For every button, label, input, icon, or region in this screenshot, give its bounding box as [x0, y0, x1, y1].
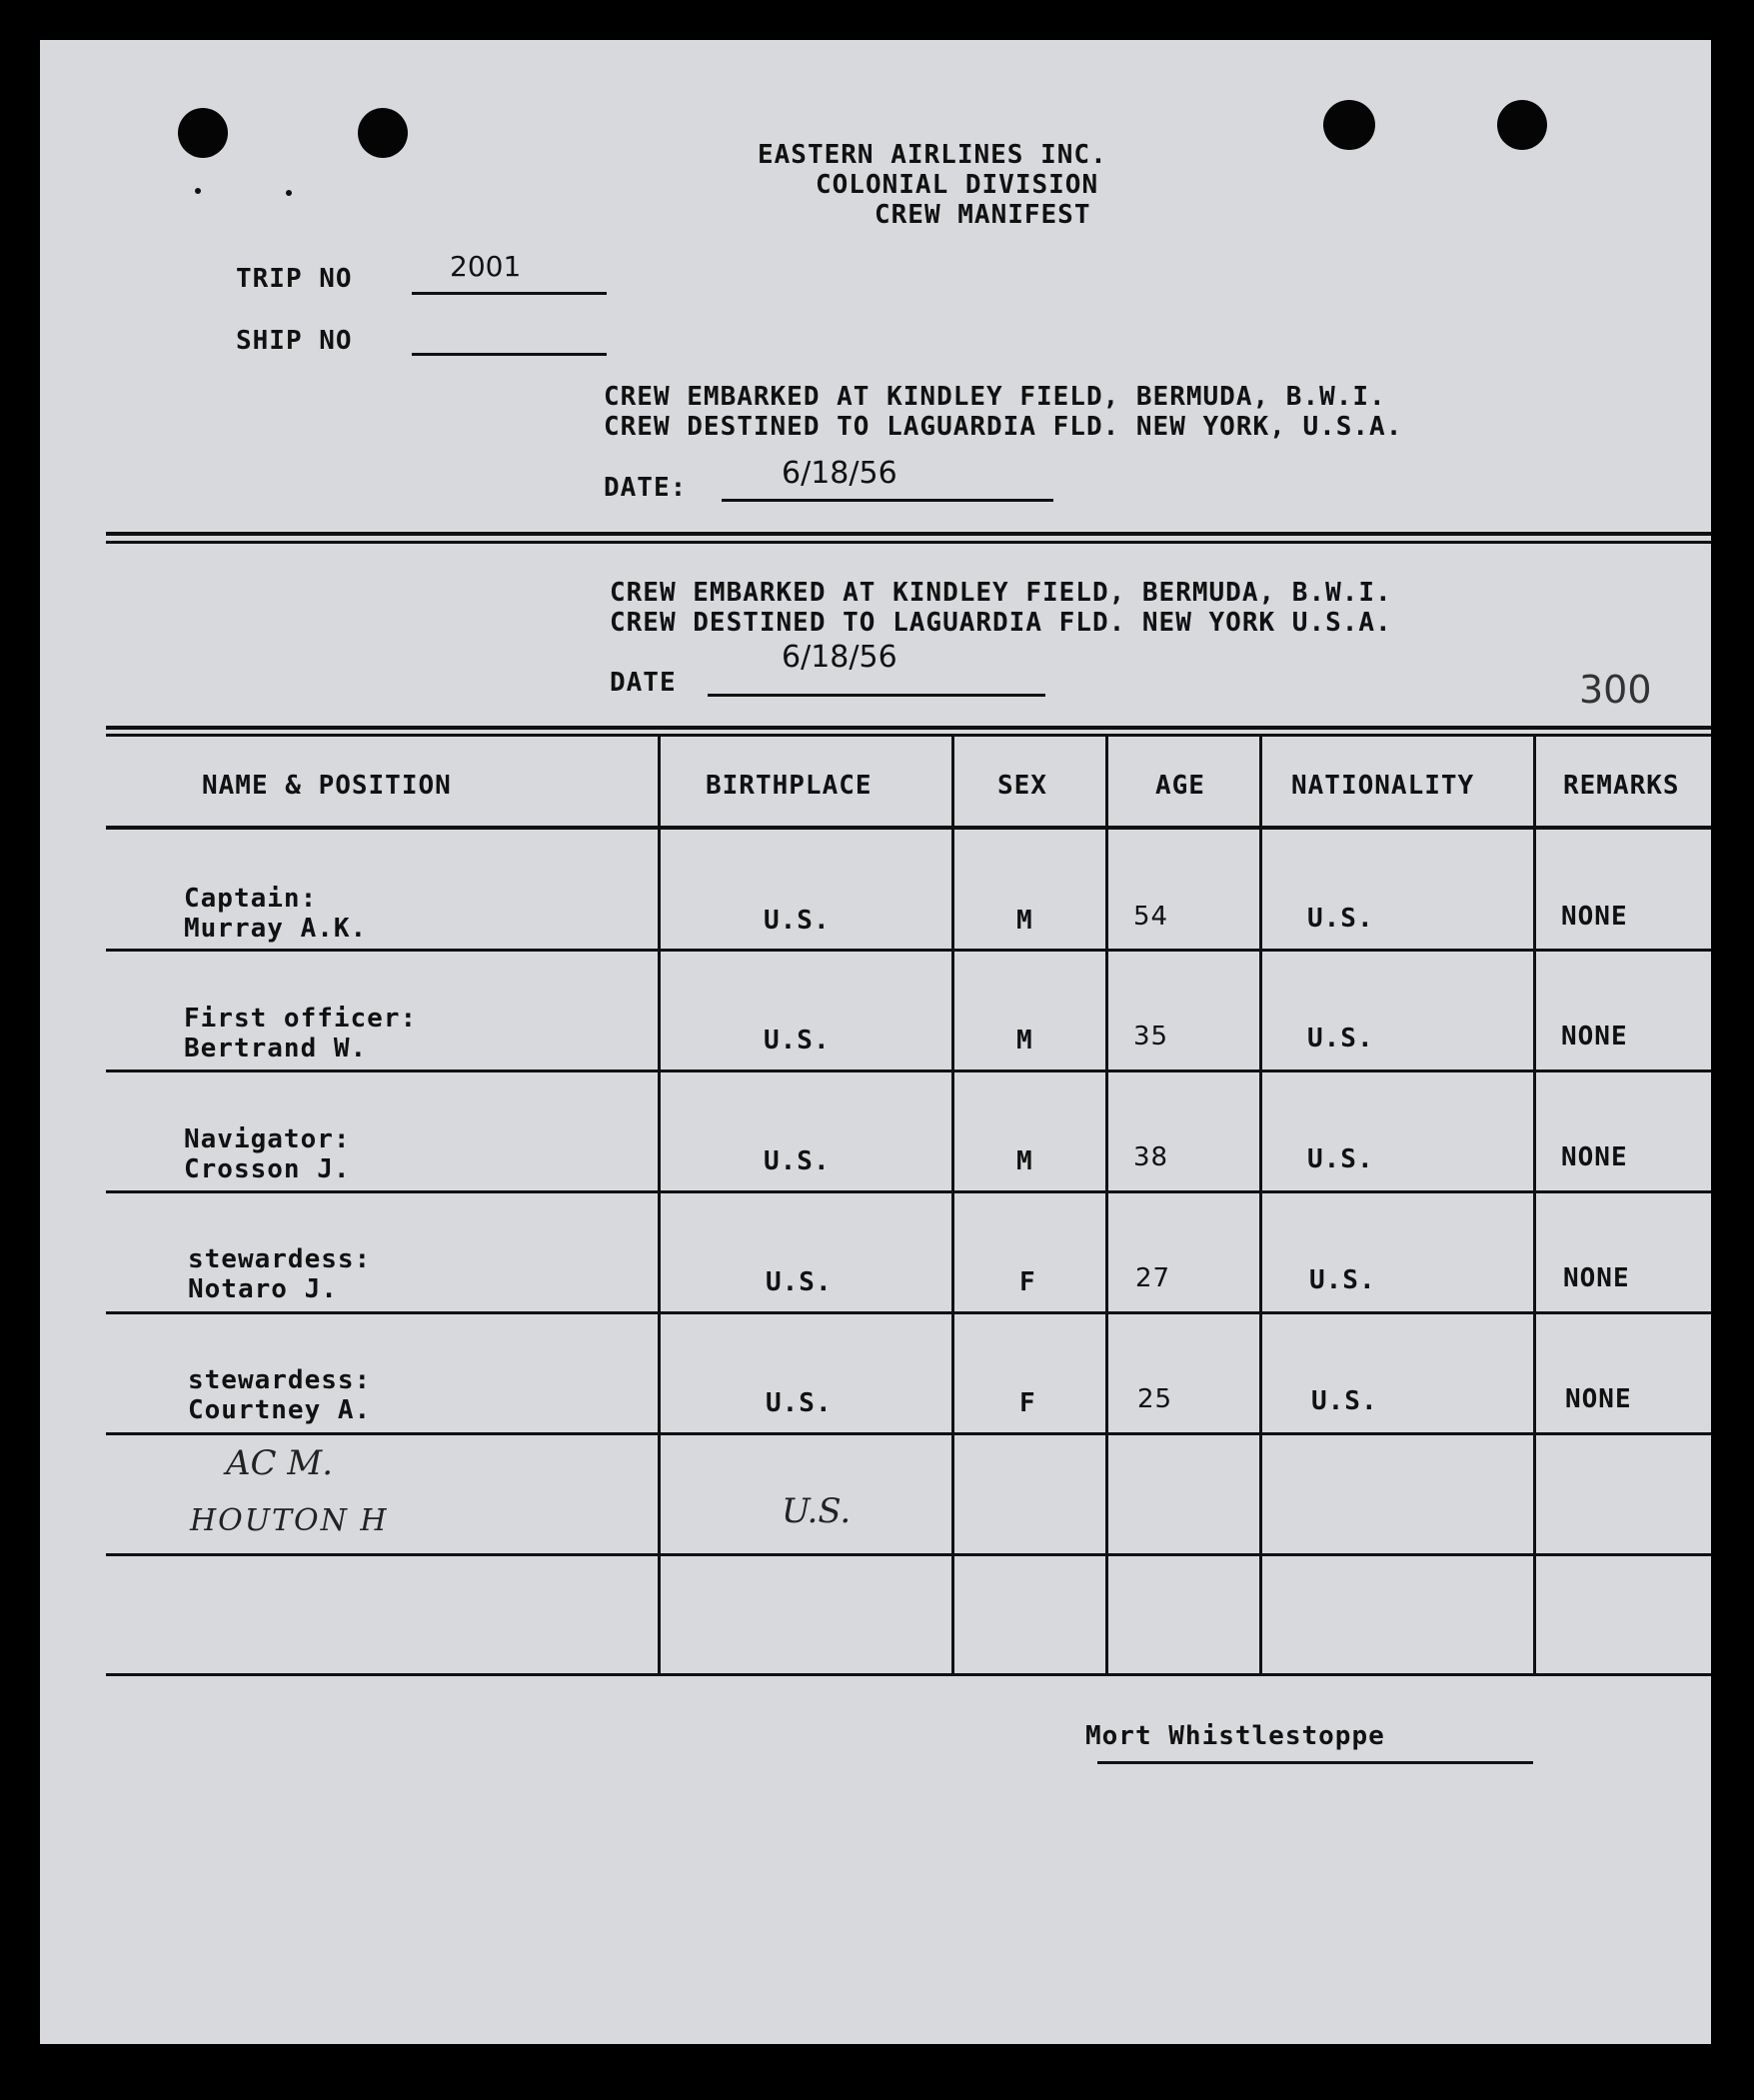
crew-name: Courtney A.: [188, 1395, 372, 1425]
column-divider: [1533, 737, 1536, 1675]
row-rule: [106, 1432, 1711, 1435]
crew-remarks: NONE: [1561, 1022, 1628, 1051]
row-rule: [106, 1190, 1711, 1193]
date-label-2: DATE: [610, 668, 677, 698]
crew-nationality: U.S.: [1309, 1265, 1376, 1295]
crew-age: 25: [1137, 1384, 1173, 1414]
punch-hole-4: [1497, 100, 1547, 150]
crew-birthplace: U.S.: [764, 1026, 831, 1055]
crew-position: Captain:: [184, 884, 318, 914]
crew-sex: M: [1016, 1146, 1033, 1176]
date-label-1: DATE:: [604, 473, 688, 503]
handwritten-birthplace: U.S.: [782, 1491, 852, 1531]
destined-line-2: CREW DESTINED TO LAGUARDIA FLD. NEW YORK U.S.A.: [610, 608, 1392, 638]
crew-position: First officer:: [184, 1004, 418, 1034]
crew-birthplace: U.S.: [766, 1388, 833, 1418]
crew-sex: M: [1016, 1026, 1033, 1055]
handwritten-name: HOUTON H: [190, 1503, 389, 1538]
table-bottom-rule: [106, 1673, 1711, 1676]
embarked-line-1: CREW EMBARKED AT KINDLEY FIELD, BERMUDA, B.W.I.: [604, 382, 1386, 412]
crew-age: 27: [1135, 1263, 1171, 1293]
column-header-name: NAME & POSITION: [202, 771, 452, 801]
date-underline-1: [722, 499, 1053, 502]
manifest-page: [40, 40, 1711, 2044]
table-top-rule: [106, 734, 1711, 737]
column-divider: [951, 737, 954, 1675]
company-name: EASTERN AIRLINES INC.: [758, 140, 1107, 170]
trip-underline: [412, 292, 607, 295]
crew-nationality: U.S.: [1307, 1024, 1374, 1053]
crew-nationality: U.S.: [1307, 904, 1374, 934]
page-title: CREW MANIFEST: [875, 200, 1091, 230]
punch-hole-2: [358, 108, 408, 158]
punch-hole-1: [178, 108, 228, 158]
crew-age: 54: [1133, 902, 1169, 932]
division-name: COLONIAL DIVISION: [816, 170, 1099, 200]
double-rule-1: [106, 541, 1711, 544]
signature: Mort Whistlestoppe: [1085, 1721, 1385, 1751]
crew-name: Bertrand W.: [184, 1034, 368, 1063]
date-value-1: 6/18/56: [782, 456, 897, 491]
column-header-age: AGE: [1155, 771, 1205, 801]
column-divider: [1105, 737, 1108, 1675]
column-header-birthplace: BIRTHPLACE: [706, 771, 873, 801]
crew-birthplace: U.S.: [764, 906, 831, 936]
crew-birthplace: U.S.: [766, 1267, 833, 1297]
signature-underline: [1097, 1761, 1533, 1764]
date-underline-2: [708, 694, 1045, 697]
destined-line-1: CREW DESTINED TO LAGUARDIA FLD. NEW YORK, U.S.A.: [604, 412, 1403, 442]
row-rule: [106, 1553, 1711, 1556]
speck: [195, 188, 201, 194]
embarked-line-2: CREW EMBARKED AT KINDLEY FIELD, BERMUDA, B.W.I.: [610, 578, 1392, 608]
crew-remarks: NONE: [1563, 1263, 1630, 1293]
header-bottom-rule: [106, 826, 1711, 830]
crew-sex: F: [1019, 1267, 1036, 1297]
date-value-2: 6/18/56: [782, 640, 897, 675]
column-divider: [658, 737, 661, 1675]
handwritten-position: AC M.: [226, 1443, 333, 1483]
crew-birthplace: U.S.: [764, 1146, 831, 1176]
crew-nationality: U.S.: [1311, 1386, 1378, 1416]
crew-name: Notaro J.: [188, 1274, 338, 1304]
crew-remarks: NONE: [1565, 1384, 1632, 1414]
column-header-sex: SEX: [997, 771, 1047, 801]
crew-age: 38: [1133, 1142, 1169, 1172]
row-rule: [106, 1311, 1711, 1314]
ship-underline: [412, 353, 607, 356]
column-divider: [1259, 737, 1262, 1675]
crew-name: Crosson J.: [184, 1154, 351, 1184]
trip-label: TRIP NO: [236, 264, 353, 294]
crew-age: 35: [1133, 1022, 1169, 1051]
ship-label: SHIP NO: [236, 326, 353, 356]
row-rule: [106, 1069, 1711, 1072]
trip-value: 2001: [450, 250, 522, 283]
crew-position: stewardess:: [188, 1365, 372, 1395]
crew-remarks: NONE: [1561, 902, 1628, 932]
crew-position: Navigator:: [184, 1124, 351, 1154]
crew-name: Murray A.K.: [184, 914, 368, 944]
page-number: 300: [1579, 668, 1652, 712]
punch-hole-3: [1323, 100, 1375, 150]
crew-nationality: U.S.: [1307, 1144, 1374, 1174]
crew-remarks: NONE: [1561, 1142, 1628, 1172]
column-header-remarks: REMARKS: [1563, 771, 1680, 801]
column-header-nationality: NATIONALITY: [1291, 771, 1475, 801]
speck: [286, 190, 292, 196]
table-top-rule: [106, 726, 1711, 730]
double-rule-1: [106, 532, 1711, 536]
crew-sex: M: [1016, 906, 1033, 936]
crew-sex: F: [1019, 1388, 1036, 1418]
crew-position: stewardess:: [188, 1244, 372, 1274]
row-rule: [106, 949, 1711, 952]
